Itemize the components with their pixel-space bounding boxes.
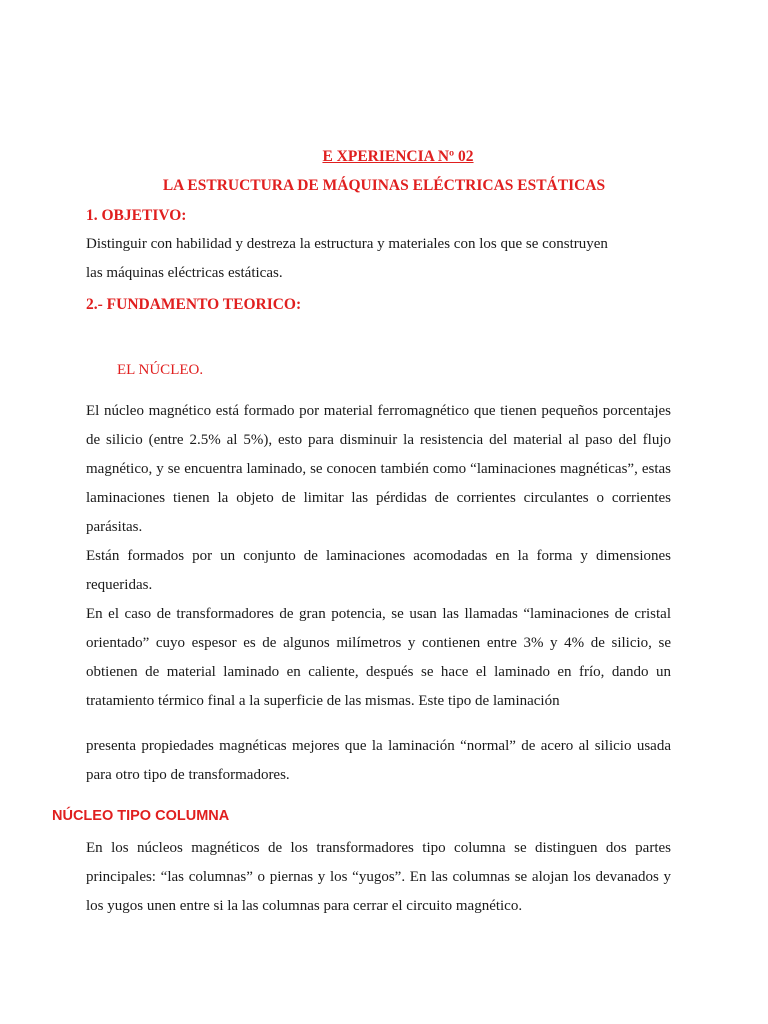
- nucleo-paragraph-3: En el caso de transformadores de gran potencia, se usan las llamadas “laminaciones de cristal orientado” cuyo espesor es de algunos milímetros y contienen entre 3% y 4% de silicio, se obtienen de material laminado en caliente, después se hace el laminado en frío, dando un tratamiento térmico final a la superficie de las mismas. Este tipo de laminación: [86, 606, 671, 709]
- columna-paragraph: En los núcleos magnéticos de los transformadores tipo columna se distinguen dos partes principales: “las columnas” o piernas y los “yugos”. En las columnas se alojan los devanados y los yugos unen entre si la las columnas para cerrar el circuito magnético.: [86, 840, 671, 914]
- nucleo-paragraph-1: El núcleo magnético está formado por material ferromagnético que tienen pequeños porcentajes de silicio (entre 2.5% al 5%), esto para disminuir la resistencia del material al paso del flujo magnético, y se encuentra laminado, se conocen también como “laminaciones magnéticas”, estas laminaciones tienen la objeto de limitar las pérdidas de corrientes circulantes o corrientes parásitas.: [86, 403, 671, 535]
- document-title-experiencia: [0, 148, 768, 166]
- experiencia-title-text: E XPERIENCIA Nº 02: [322, 148, 474, 165]
- subheading-nucleo-tipo-columna: NÚCLEO TIPO COLUMNA: [52, 808, 230, 824]
- objetivo-text-line-1: Distinguir con habilidad y destreza la estructura y materiales con los que se construyen: [86, 236, 608, 252]
- objetivo-text-line-2: las máquinas eléctricas estáticas.: [86, 265, 283, 281]
- document-title-main: LA ESTRUCTURA DE MÁQUINAS ELÉCTRICAS ESTÁTICAS: [162, 177, 606, 194]
- subheading-el-nucleo: EL NÚCLEO.: [117, 362, 204, 378]
- nucleo-paragraph-4: presenta propiedades magnéticas mejores que la laminación “normal” de acero al silicio usada para otro tipo de transformadores.: [86, 738, 671, 783]
- nucleo-paragraph-2: Están formados por un conjunto de laminaciones acomodadas en la forma y dimensiones requeridas.: [86, 548, 671, 593]
- section-heading-fundamento: 2.- FUNDAMENTO TEORICO:: [86, 296, 302, 313]
- section-heading-objetivo: 1. OBJETIVO:: [86, 207, 187, 224]
